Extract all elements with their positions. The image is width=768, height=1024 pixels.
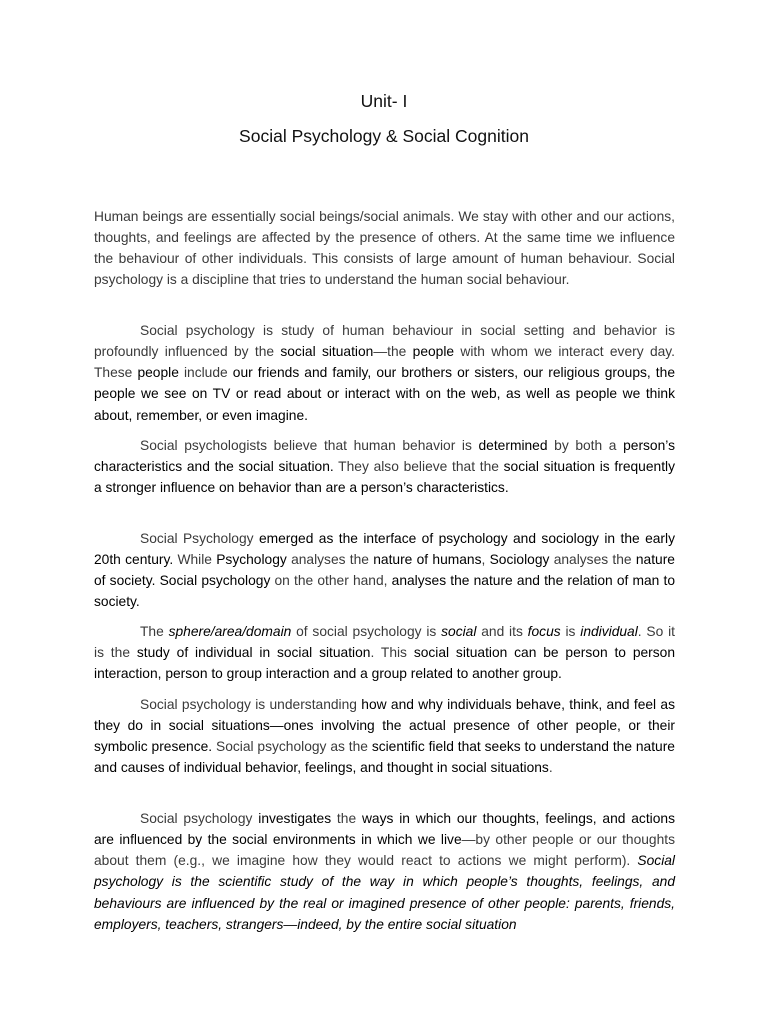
text-run: The <box>140 623 169 639</box>
text-run: people <box>137 365 179 381</box>
text-run: Sociology <box>489 552 550 567</box>
paragraph-intro <box>94 206 675 291</box>
paragraph-determinants <box>94 435 675 499</box>
text-run: focus <box>527 623 561 639</box>
text-run: how and why individuals behave, think, and feel as they do in social situations—ones involving the actual presence of other people, or their symbolic presence. <box>94 696 675 755</box>
text-run: . This <box>370 645 414 660</box>
text-run: social <box>441 623 477 639</box>
text-run: by both a <box>547 437 624 453</box>
text-run: study of individual in social situation <box>136 645 371 660</box>
text-run: Human beings are essentially social beings/social animals. We stay with other and our actions, thoughts, and feelings are affected by the presence of others. At the same time we influence the behaviour of other individuals. This consists of large amount of human behaviour. Social psychology is a discipline that tries to understand the human social behaviour. <box>94 208 675 288</box>
text-run: individual <box>580 623 638 639</box>
paragraph-origin <box>94 528 675 613</box>
text-run: include <box>178 365 233 381</box>
paragraph-domain <box>94 621 675 685</box>
text-run: of social psychology is <box>291 623 442 639</box>
text-run: , <box>481 552 490 567</box>
text-run: the <box>331 810 362 826</box>
text-run: Social psychology is the scientific study of the way in which people’s thoughts, feelings, and behaviours are influenced by the real or imagined presence of other people: parents, friends, employers, teachers, strangers—indeed, by the entire social situation <box>94 853 675 932</box>
text-run: . <box>548 760 553 776</box>
text-run: —the <box>373 344 413 359</box>
text-run: with whom we interact every day. These <box>94 344 675 381</box>
text-run: on the other hand, <box>270 573 392 589</box>
text-run: They also believe that the <box>333 459 504 474</box>
text-run: scientific field that seeks to understand the nature and causes of individual behavior, feelings, and thought in social situations <box>94 739 675 776</box>
text-run: analyses the nature and the relation of man to society. <box>94 573 675 610</box>
text-run: social situation is frequently a stronger influence on behavior than are a person’s characteristics. <box>94 459 675 496</box>
text-run: Social psychology is study of human behaviour in social setting and behavior is profoundly influenced by the <box>94 322 675 359</box>
text-run: While <box>173 552 217 567</box>
paragraph-definition <box>94 808 675 935</box>
text-run: person’s characteristics and the social situation. <box>94 437 675 474</box>
text-run: nature of society. Social psychology <box>94 552 675 589</box>
text-run: —by other people or our thoughts about them (e.g., we imagine how they would react to actions we might perform). <box>94 832 675 869</box>
text-run: investigates <box>258 810 332 826</box>
text-run: Social psychology as the <box>212 739 372 755</box>
text-run: Social psychology is understanding <box>140 696 362 712</box>
text-run: . So it is the <box>94 623 676 660</box>
page-title: Social Psychology & Social Cognition <box>239 126 529 146</box>
unit-heading: Unit- I <box>360 91 408 111</box>
text-run: ways in which our thoughts, feelings, and actions are influenced by the social environments in which we live <box>94 810 675 847</box>
text-run: determined <box>478 437 548 453</box>
text-run: analyses the <box>549 552 636 567</box>
text-run: analyses the <box>286 552 374 567</box>
text-run: and its <box>476 623 528 639</box>
text-run: our friends and family, our brothers or sisters, our religious groups, the people we see on TV or read about or interact with on the web, as well as people we think about, remember, or even imagine. <box>94 365 675 423</box>
text-run: nature of humans <box>373 552 482 567</box>
paragraph-social-situation <box>94 320 675 426</box>
text-run: Social psychologists believe that human behavior is <box>140 437 479 453</box>
text-run: people <box>412 344 455 359</box>
text-run: social situation <box>280 344 374 359</box>
text-run: Social psychology <box>140 810 259 826</box>
text-run: Social Psychology <box>140 530 259 546</box>
paragraph-understanding <box>94 694 675 779</box>
text-run: Psychology <box>216 552 287 567</box>
text-run: is <box>560 623 581 639</box>
text-run: social situation can be person to person interaction, person to group interaction and a group related to another group. <box>94 645 675 682</box>
text-run: sphere/area/domain <box>168 623 292 639</box>
text-run: emerged as the interface of psychology and sociology in the early 20th century. <box>94 530 675 567</box>
